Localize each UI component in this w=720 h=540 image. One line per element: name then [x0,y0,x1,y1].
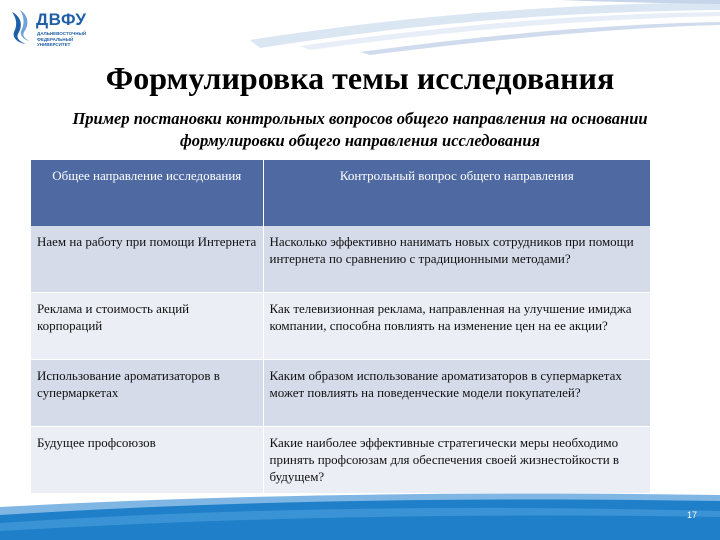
question-cell: Как телевизионная реклама, направленная на улучшение имиджа компании, способна повлиять на изменение цен на ее акции? [263,293,650,360]
table-row [31,427,650,494]
research-questions-table [31,160,650,494]
slide-subtitle: Пример постановки контрольных вопросов общего направления на основании формулировки общего направления исследования [72,109,648,150]
column-header-direction: Общее направление исследования [31,160,263,226]
table-row [31,360,650,427]
question-cell: Каким образом использование ароматизаторов в супермаркетах может повлиять на поведенческие модели покупателей? [263,360,650,427]
logo-wave-icon [8,6,34,46]
direction-cell: Использование ароматизаторов в супермаркетах [31,360,263,427]
direction-cell: Будущее профсоюзов [31,427,263,494]
logo-name: ДВФУ [36,10,87,29]
university-logo [8,6,108,50]
table-row [31,226,650,293]
question-cell: Какие наиболее эффективные стратегически меры необходимо принять профсоюзам для обеспечения своей жизнестойкости в будущем? [263,427,650,494]
bottom-wave-decoration [0,493,720,540]
slide-title: Формулировка темы исследования [105,60,615,96]
page-number: 17 [686,510,697,520]
table-row [31,293,650,360]
table-header-row [31,160,650,226]
question-cell: Насколько эффективно нанимать новых сотрудников при помощи интернета по сравнению с традиционными методами? [263,226,650,293]
direction-cell: Наем на работу при помощи Интернета [31,226,263,293]
logo-subtitle: ДАЛЬНЕВОСТОЧНЫЙ ФЕДЕРАЛЬНЫЙ УНИВЕРСИТЕТ [37,31,87,47]
top-swoosh-decoration [0,0,720,60]
column-header-question: Контрольный вопрос общего направления [263,160,650,226]
direction-cell: Реклама и стоимость акций корпораций [31,293,263,360]
